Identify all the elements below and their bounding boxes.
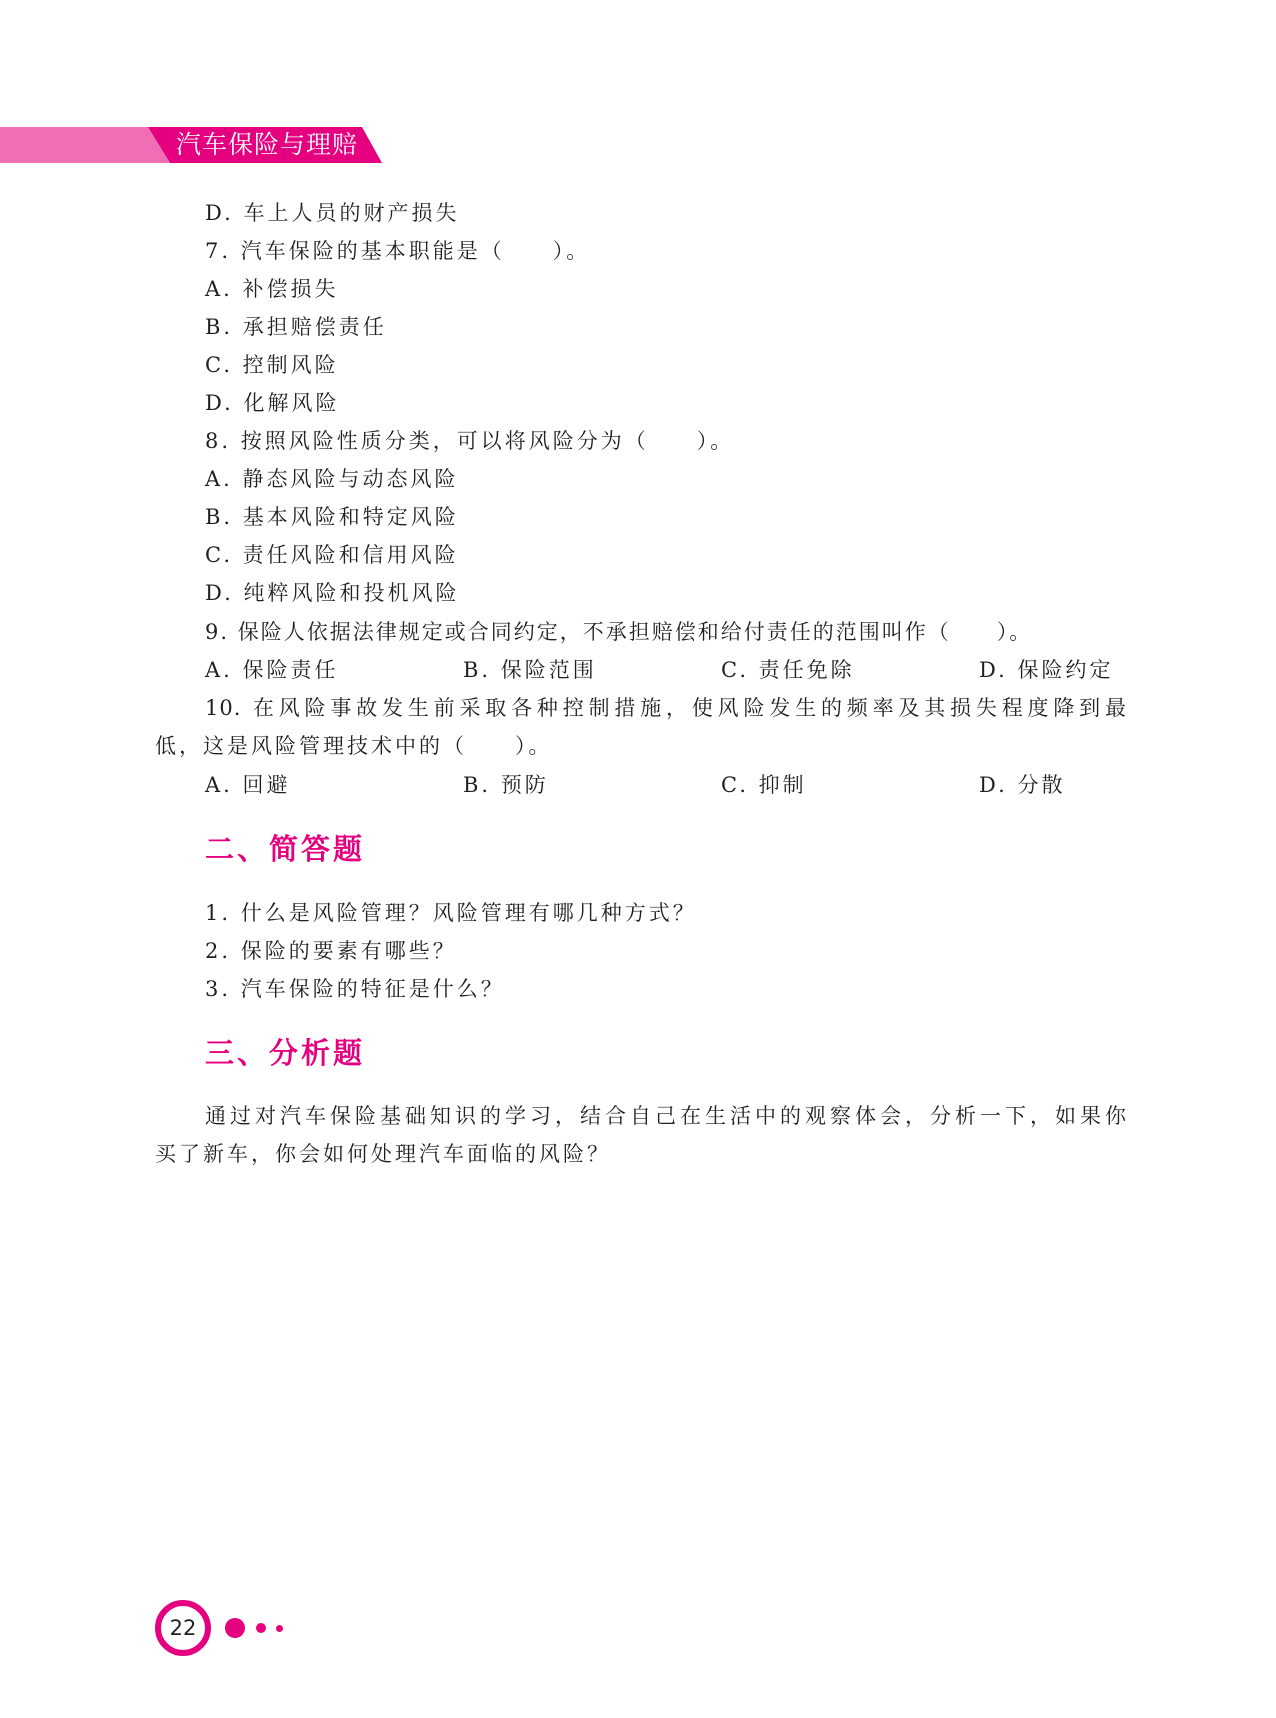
section-heading-analysis: 三、分析题	[205, 1036, 366, 1070]
q10-option-c: C. 抑制	[721, 773, 807, 797]
q8-option-b: B. 基本风险和特定风险	[205, 505, 459, 529]
short-answer-q1: 1. 什么是风险管理？风险管理有哪几种方式？	[205, 901, 697, 925]
page-dot-large	[225, 1618, 245, 1638]
q8-option-a: A. 静态风险与动态风险	[205, 467, 459, 491]
page-dot-medium	[256, 1623, 266, 1633]
q6-option-d: D. 车上人员的财产损失	[205, 201, 460, 225]
short-answer-q2: 2. 保险的要素有哪些？	[205, 939, 457, 963]
short-answer-q3: 3. 汽车保险的特征是什么？	[205, 977, 505, 1001]
q9-option-b: B. 保险范围	[463, 658, 597, 682]
q9-stem: 9. 保险人依据法律规定或合同约定，不承担赔偿和给付责任的范围叫作（ ）。	[205, 620, 1033, 644]
q8-option-c: C. 责任风险和信用风险	[205, 543, 459, 567]
q9-option-c: C. 责任免除	[721, 658, 855, 682]
q7-option-b: B. 承担赔偿责任	[205, 315, 387, 339]
q10-stem-line2: 低，这是风险管理技术中的（ ）。	[155, 734, 553, 758]
q7-option-a: A. 补偿损失	[205, 277, 339, 301]
q7-option-c: C. 控制风险	[205, 353, 339, 377]
section-heading-short-answer: 二、简答题	[205, 832, 366, 866]
q8-stem: 8. 按照风险性质分类，可以将风险分为（ ）。	[205, 429, 735, 453]
q9-option-a: A. 保险责任	[205, 658, 339, 682]
chapter-banner	[0, 127, 390, 163]
analysis-question-line1: 通过对汽车保险基础知识的学习，结合自己在生活中的观察体会，分析一下，如果你	[205, 1104, 1127, 1128]
q8-option-d: D. 纯粹风险和投机风险	[205, 581, 460, 605]
page-number	[155, 1600, 211, 1656]
q10-stem-line1: 10. 在风险事故发生前采取各种控制措施，使风险发生的频率及其损失程度降到最	[205, 696, 1127, 720]
q10-option-b: B. 预防	[463, 773, 549, 797]
q7-stem: 7. 汽车保险的基本职能是（ ）。	[205, 239, 591, 263]
q10-option-d: D. 分散	[979, 773, 1066, 797]
book-title: 汽车保险与理赔	[176, 130, 359, 159]
analysis-question-line2: 买了新车，你会如何处理汽车面临的风险？	[155, 1142, 611, 1166]
page-dot-small	[276, 1625, 283, 1632]
q10-option-a: A. 回避	[205, 773, 291, 797]
q9-option-d: D. 保险约定	[979, 658, 1114, 682]
page-number-text: 22	[169, 1616, 197, 1640]
q7-option-d: D. 化解风险	[205, 391, 340, 415]
